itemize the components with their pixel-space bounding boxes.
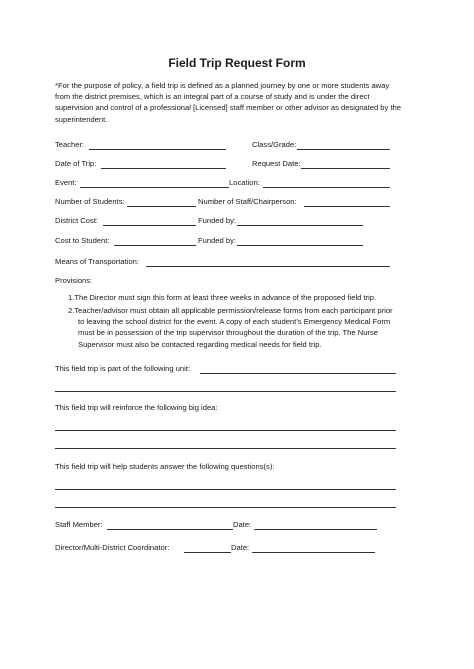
unit-answer-field[interactable]: [200, 363, 396, 374]
provisions-heading: Provisions:: [55, 276, 93, 285]
big-idea-answer-field[interactable]: [55, 438, 396, 449]
director-label: Director/Multi-District Coordinator:: [55, 543, 170, 552]
provision-line: Supervisor must also be contacted regarding medical needs for field trip.: [78, 339, 322, 349]
student-questions-answer-field[interactable]: [55, 479, 396, 490]
staff-member-field[interactable]: [107, 519, 233, 530]
num-staff-field[interactable]: [304, 196, 390, 207]
location-field[interactable]: [263, 177, 390, 188]
intro-paragraph: [55, 80, 401, 125]
request-date-field[interactable]: [301, 158, 390, 169]
provision-line: 2.Teacher/advisor must obtain all applicable permission/release forms from each participant prior: [68, 306, 393, 315]
staff-member-label: Staff Member:: [55, 520, 103, 529]
transportation-label: Means of Transportation:: [55, 257, 139, 266]
intro-line: supervision and control of a professional [Licensed] staff member or other advisor as designated by the: [55, 103, 401, 113]
staff-date-field[interactable]: [254, 519, 377, 530]
funded-by-field[interactable]: [237, 235, 363, 246]
staff-date-label: Date:: [233, 520, 252, 529]
district-cost-label: District Cost:: [55, 216, 99, 225]
request-date-label: Request Date:: [252, 159, 301, 168]
location-label: Location:: [229, 178, 260, 187]
cost-to-student-label: Cost to Student:: [55, 236, 110, 245]
funded-by-label: Funded by:: [198, 216, 236, 225]
teacher-label: Teacher:: [55, 140, 85, 149]
intro-line: from the district premises, which is an integral part of a course of study and is under the direct: [55, 92, 370, 102]
date-of-trip-field[interactable]: [101, 158, 226, 169]
num-staff-label: Number of Staff/Chairperson:: [198, 197, 297, 206]
transportation-field[interactable]: [146, 256, 390, 267]
intro-line: superintendent.: [55, 114, 108, 124]
date-of-trip-label: Date of Trip:: [55, 159, 97, 168]
num-students-field[interactable]: [127, 196, 196, 207]
provision-item-1: 1.The Director must sign this form at least three weeks in advance of the proposed field trip.: [68, 293, 377, 302]
district-cost-field[interactable]: [103, 215, 196, 226]
director-field[interactable]: [184, 542, 231, 553]
provision-item-2: [68, 305, 393, 350]
student-questions-label: This field trip will help students answer the following questions(s):: [55, 462, 275, 471]
unit-question-label: This field trip is part of the following unit:: [55, 364, 191, 373]
unit-answer-field[interactable]: [55, 381, 396, 392]
class-grade-label: Class/Grade:: [252, 140, 297, 149]
big-idea-question-label: This field trip will reinforce the following big idea:: [55, 403, 218, 412]
teacher-field[interactable]: [89, 139, 226, 150]
provision-line: must be in possession of the trip supervisor throughout the duration of the trip. The Nurse: [78, 328, 378, 338]
student-questions-answer-field[interactable]: [55, 497, 396, 508]
big-idea-answer-field[interactable]: [55, 420, 396, 431]
funded-by-field[interactable]: [237, 215, 363, 226]
num-students-label: Number of Students:: [55, 197, 125, 206]
cost-to-student-field[interactable]: [114, 235, 196, 246]
event-field[interactable]: [80, 177, 229, 188]
provision-line: to leaving the school district for the event. A copy of each student’s Emergency Medical Form: [78, 317, 391, 327]
intro-line: *For the purpose of policy, a field trip is defined as a planned journey by one or more students away: [55, 81, 390, 90]
page-title: Field Trip Request Form: [168, 56, 306, 70]
director-date-label: Date:: [231, 543, 250, 552]
director-date-field[interactable]: [252, 542, 375, 553]
event-label: Event:: [55, 178, 77, 187]
class-grade-field[interactable]: [297, 139, 390, 150]
funded-by-label: Funded by:: [198, 236, 236, 245]
